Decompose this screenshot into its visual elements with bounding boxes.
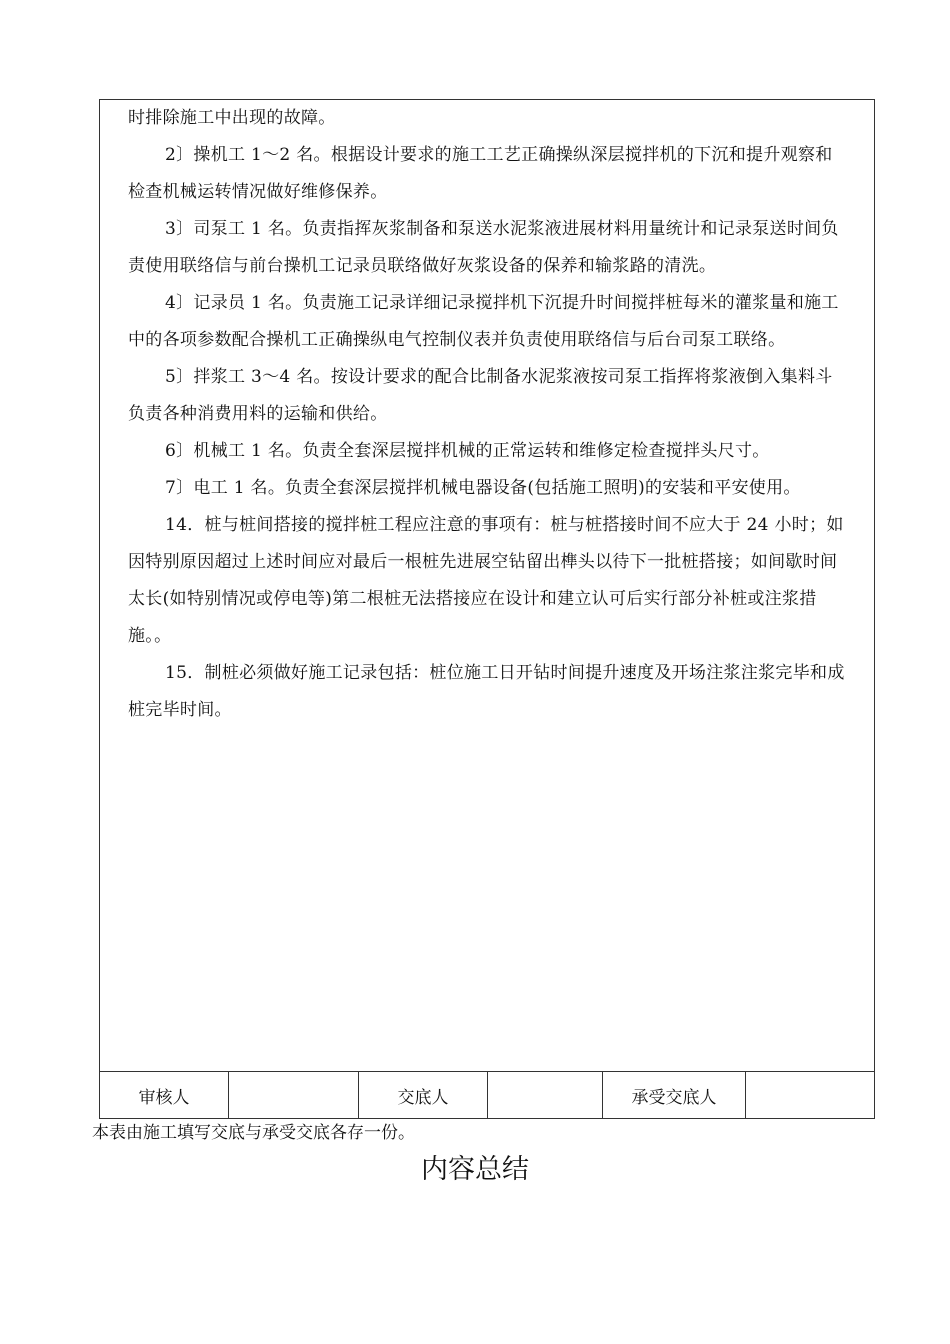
paragraph: 2〕操机工 1～2 名。根据设计要求的施工工艺正确操纵深层搅拌机的下沉和提升观察和检查机械运转情况做好维修保养。 <box>128 145 833 202</box>
paragraph: 时排除施工中出现的故障。 <box>128 108 336 128</box>
paragraph: 6〕机械工 1 名。负责全套深层搅拌机械的正常运转和维修定检查搅拌头尺寸。 <box>165 441 770 461</box>
signature-row <box>100 1071 874 1119</box>
paragraph: 15．制桩必须做好施工记录包括：桩位施工日开钻时间提升速度及开场注浆注浆完毕和成桩完毕时间。 <box>128 663 845 720</box>
receiver-label: 承受交底人 <box>603 1072 746 1119</box>
footer-note: 本表由施工填写交底与承受交底各存一份。 <box>92 1123 415 1143</box>
paragraph: 14．桩与桩间搭接的搅拌桩工程应注意的事项有：桩与桩搭接时间不应大于 24 小时；如因特别原因超过上述时间应对最后一根桩先进展空钻留出榫头以待下一批桩搭接；如间歇时间太长(如特别情况或停电等)第二根桩无法搭接应在设计和建立认可后实行部分补桩或注浆措施。。 <box>128 515 844 646</box>
disclosure-content <box>128 100 848 729</box>
summary-title: 内容总结 <box>421 1154 529 1185</box>
disclosure-table <box>99 99 875 1119</box>
reviewer-label: 审核人 <box>100 1072 229 1119</box>
presenter-field[interactable] <box>488 1072 603 1119</box>
paragraph: 3〕司泵工 1 名。负责指挥灰浆制备和泵送水泥浆液进展材料用量统计和记录泵送时间负责使用联络信与前台操机工记录员联络做好灰浆设备的保养和输浆路的清洗。 <box>128 219 839 276</box>
paragraph: 7〕电工 1 名。负责全套深层搅拌机械电器设备(包括施工照明)的安装和平安使用。 <box>165 478 801 498</box>
paragraph: 4〕记录员 1 名。负责施工记录详细记录搅拌机下沉提升时间搅拌桩每米的灌浆量和施工中的各项参数配合操机工正确操纵电气控制仪表并负责使用联络信与后台司泵工联络。 <box>128 293 839 350</box>
receiver-field[interactable] <box>746 1072 874 1119</box>
presenter-label: 交底人 <box>359 1072 488 1119</box>
paragraph: 5〕拌浆工 3～4 名。按设计要求的配合比制备水泥浆液按司泵工指挥将浆液倒入集料斗负责各种消费用料的运输和供给。 <box>128 367 833 424</box>
reviewer-field[interactable] <box>229 1072 359 1119</box>
